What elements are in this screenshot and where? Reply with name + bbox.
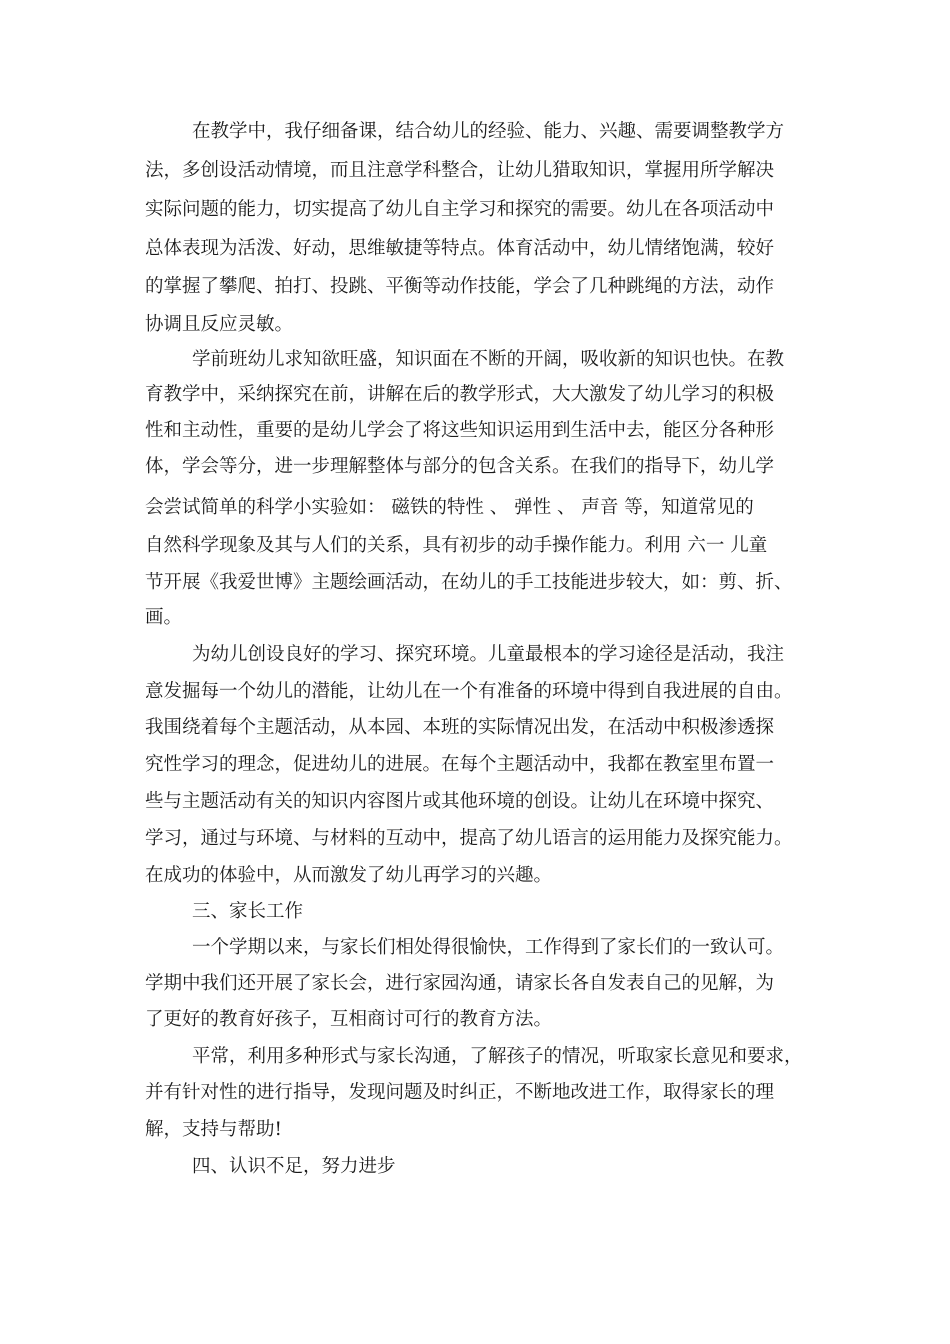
section-heading: 四、认识不足，努力进步: [192, 1156, 396, 1177]
text-line: 性和主动性，重要的是幼儿学会了将这些知识运用到生活中去，能区分各种形: [145, 420, 775, 441]
text-line: 协调且反应灵敏。: [145, 314, 294, 335]
text-line: 些与主题活动有关的知识内容图片或其他环境的创设。让幼儿在环境中探究、: [145, 791, 775, 812]
text-line: 在教学中，我仔细备课，结合幼儿的经验、能力、兴趣、需要调整教学方: [192, 121, 785, 142]
section-heading: 三、家长工作: [192, 901, 304, 922]
text-line: 一个学期以来，与家长们相处得很愉快，工作得到了家长们的一致认可。: [192, 937, 785, 958]
text-line: 法，多创设活动情境，而且注意学科整合，让幼儿猎取知识，掌握用所学解决: [145, 160, 775, 181]
text-line: 会尝试简单的科学小实验如： 磁铁的特性 、 弹性 、 声音 等，知道常见的: [145, 497, 754, 518]
text-line: 意发掘每一个幼儿的潜能，让幼儿在一个有准备的环境中得到自我进展的自由。: [145, 681, 793, 702]
text-line: 自然科学现象及其与人们的关系，具有初步的动手操作能力。利用 六一 儿童: [145, 535, 768, 556]
text-line: 我围绕着每个主题活动，从本园、本班的实际情况出发，在活动中积极渗透探: [145, 717, 775, 738]
text-line: 学期中我们还开展了家长会，进行家园沟通，请家长各自发表自己的见解，为: [145, 973, 775, 994]
text-line: 实际问题的能力，切实提高了幼儿自主学习和探究的需要。幼儿在各项活动中: [145, 199, 775, 220]
text-line: 育教学中，采纳探究在前，讲解在后的教学形式，大大激发了幼儿学习的积极: [145, 384, 775, 405]
text-line: 在成功的体验中，从而激发了幼儿再学习的兴趣。: [145, 865, 553, 886]
text-line: 并有针对性的进行指导，发现问题及时纠正，不断地改进工作，取得家长的理: [145, 1082, 775, 1103]
text-line: 节开展《我爱世博》主题绘画活动，在幼儿的手工技能进步较大，如：剪、折、: [145, 572, 793, 593]
text-line: 画。: [145, 607, 183, 628]
text-line: 了更好的教育好孩子，互相商讨可行的教育方法。: [145, 1009, 553, 1030]
text-line: 究性学习的理念，促进幼儿的进展。在每个主题活动中，我都在教室里布置一: [145, 754, 775, 775]
text-line: 学前班幼儿求知欲旺盛，知识面在不断的开阔，吸收新的知识也快。在教: [192, 349, 785, 370]
text-line: 为幼儿创设良好的学习、探究环境。儿童最根本的学习途径是活动，我注: [192, 644, 785, 665]
text-line: 体，学会等分，进一步理解整体与部分的包含关系。在我们的指导下，幼儿学: [145, 456, 775, 477]
text-line: 平常，利用多种形式与家长沟通，了解孩子的情况，听取家长意见和要求，: [192, 1046, 803, 1067]
text-line: 的掌握了攀爬、拍打、投跳、平衡等动作技能，学会了几种跳绳的方法，动作: [145, 276, 775, 297]
text-line: 学习，通过与环境、与材料的互动中，提高了幼儿语言的运用能力及探究能力。: [145, 828, 793, 849]
text-line: 总体表现为活泼、好动，思维敏捷等特点。体育活动中，幼儿情绪饱满，较好: [145, 238, 775, 259]
text-line: 解，支持与帮助!: [145, 1119, 282, 1140]
